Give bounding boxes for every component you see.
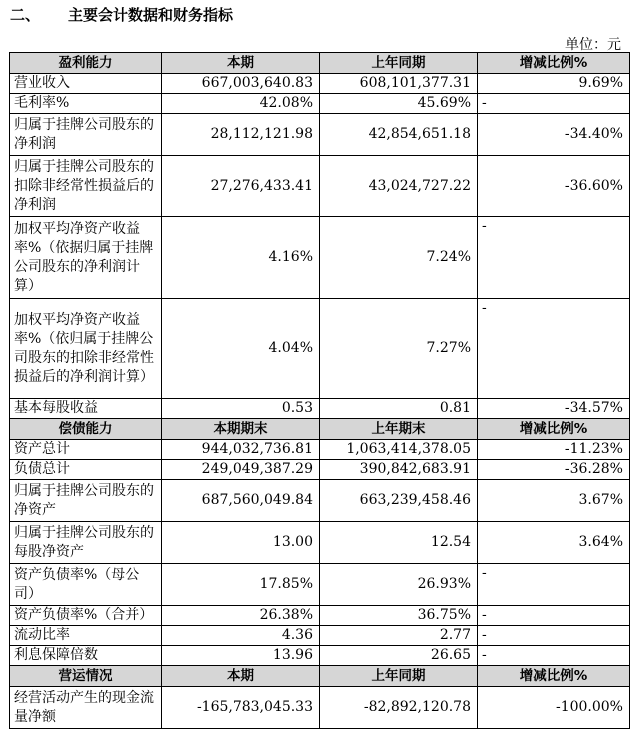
current-value: 28,112,121.98 xyxy=(162,114,320,156)
column-header: 本期 xyxy=(162,53,320,74)
current-value: 667,003,640.83 xyxy=(162,74,320,94)
prior-value: 390,842,683.91 xyxy=(320,460,478,480)
table-row xyxy=(10,217,630,299)
section-title: 主要会计数据和财务指标 xyxy=(68,6,234,24)
table-row xyxy=(10,522,630,564)
row-label: 归属于挂牌公司股东的净利润 xyxy=(10,114,162,156)
column-header: 上年期末 xyxy=(320,419,478,440)
prior-value: 36.75% xyxy=(320,606,478,626)
row-label: 归属于挂牌公司股东的扣除非经常性损益后的净利润 xyxy=(10,156,162,217)
section-number: 二、 xyxy=(10,6,41,24)
unit-label: 单位：元 xyxy=(565,37,621,53)
row-label: 归属于挂牌公司股东的净资产 xyxy=(10,480,162,522)
table-row xyxy=(10,626,630,646)
row-label: 加权平均净资产收益率%（依归属于挂牌公司股东的扣除非经常性损益后的净利润计算） xyxy=(10,299,162,399)
change-value: 3.67% xyxy=(478,480,630,522)
change-value: - xyxy=(478,94,630,114)
prior-value: 12.54 xyxy=(320,522,478,564)
table-row xyxy=(10,399,630,419)
change-value: - xyxy=(478,299,630,399)
table-row xyxy=(10,440,630,460)
row-label: 毛利率% xyxy=(10,94,162,114)
profit-header-row xyxy=(10,53,630,74)
table-row xyxy=(10,114,630,156)
table-row xyxy=(10,94,630,114)
table-row xyxy=(10,646,630,666)
change-value: -34.40% xyxy=(478,114,630,156)
prior-value: 26.93% xyxy=(320,564,478,606)
prior-value: 663,239,458.46 xyxy=(320,480,478,522)
current-value: 4.16% xyxy=(162,217,320,299)
current-value: 0.53 xyxy=(162,399,320,419)
current-value: 13.96 xyxy=(162,646,320,666)
column-header: 增减比例% xyxy=(478,666,630,687)
row-label: 负债总计 xyxy=(10,460,162,480)
solvency-header-row xyxy=(10,419,630,440)
section-heading xyxy=(10,4,233,25)
row-label: 流动比率 xyxy=(10,626,162,646)
change-value: -36.60% xyxy=(478,156,630,217)
row-label: 资产负债率%（合并） xyxy=(10,606,162,626)
current-value: 249,049,387.29 xyxy=(162,460,320,480)
operation-header-row xyxy=(10,666,630,687)
change-value: - xyxy=(478,606,630,626)
prior-value: 43,024,727.22 xyxy=(320,156,478,217)
current-value: 944,032,736.81 xyxy=(162,440,320,460)
current-value: 42.08% xyxy=(162,94,320,114)
table-row xyxy=(10,687,630,729)
row-label: 利息保障倍数 xyxy=(10,646,162,666)
current-value: 4.04% xyxy=(162,299,320,399)
row-label: 资产负债率%（母公司） xyxy=(10,564,162,606)
change-value: - xyxy=(478,564,630,606)
prior-value: -82,892,120.78 xyxy=(320,687,478,729)
current-value: 4.36 xyxy=(162,626,320,646)
column-header: 营运情况 xyxy=(10,666,162,687)
table-row xyxy=(10,299,630,399)
change-value: -100.00% xyxy=(478,687,630,729)
table-row xyxy=(10,156,630,217)
column-header: 上年同期 xyxy=(320,53,478,74)
column-header: 上年同期 xyxy=(320,666,478,687)
prior-value: 2.77 xyxy=(320,626,478,646)
change-value: -34.57% xyxy=(478,399,630,419)
change-value: 9.69% xyxy=(478,74,630,94)
current-value: -165,783,045.33 xyxy=(162,687,320,729)
column-header: 本期 xyxy=(162,666,320,687)
table-row xyxy=(10,74,630,94)
row-label: 加权平均净资产收益率%（依据归属于挂牌公司股东的净利润计算） xyxy=(10,217,162,299)
column-header: 增减比例% xyxy=(478,419,630,440)
row-label: 归属于挂牌公司股东的每股净资产 xyxy=(10,522,162,564)
prior-value: 7.27% xyxy=(320,299,478,399)
change-value: -36.28% xyxy=(478,460,630,480)
prior-value: 45.69% xyxy=(320,94,478,114)
row-label: 资产总计 xyxy=(10,440,162,460)
current-value: 27,276,433.41 xyxy=(162,156,320,217)
row-label: 营业收入 xyxy=(10,74,162,94)
change-value: 3.64% xyxy=(478,522,630,564)
prior-value: 1,063,414,378.05 xyxy=(320,440,478,460)
row-label: 基本每股收益 xyxy=(10,399,162,419)
prior-value: 7.24% xyxy=(320,217,478,299)
column-header: 盈利能力 xyxy=(10,53,162,74)
table-row xyxy=(10,606,630,626)
table-row xyxy=(10,480,630,522)
current-value: 13.00 xyxy=(162,522,320,564)
current-value: 687,560,049.84 xyxy=(162,480,320,522)
prior-value: 0.81 xyxy=(320,399,478,419)
column-header: 偿债能力 xyxy=(10,419,162,440)
current-value: 17.85% xyxy=(162,564,320,606)
prior-value: 608,101,377.31 xyxy=(320,74,478,94)
change-value: - xyxy=(478,646,630,666)
row-label: 经营活动产生的现金流量净额 xyxy=(10,687,162,729)
financial-indicators-table xyxy=(9,52,630,729)
current-value: 26.38% xyxy=(162,606,320,626)
table-row xyxy=(10,564,630,606)
change-value: - xyxy=(478,626,630,646)
column-header: 本期期末 xyxy=(162,419,320,440)
prior-value: 42,854,651.18 xyxy=(320,114,478,156)
prior-value: 26.65 xyxy=(320,646,478,666)
column-header: 增减比例% xyxy=(478,53,630,74)
change-value: -11.23% xyxy=(478,440,630,460)
table-row xyxy=(10,460,630,480)
change-value: - xyxy=(478,217,630,299)
